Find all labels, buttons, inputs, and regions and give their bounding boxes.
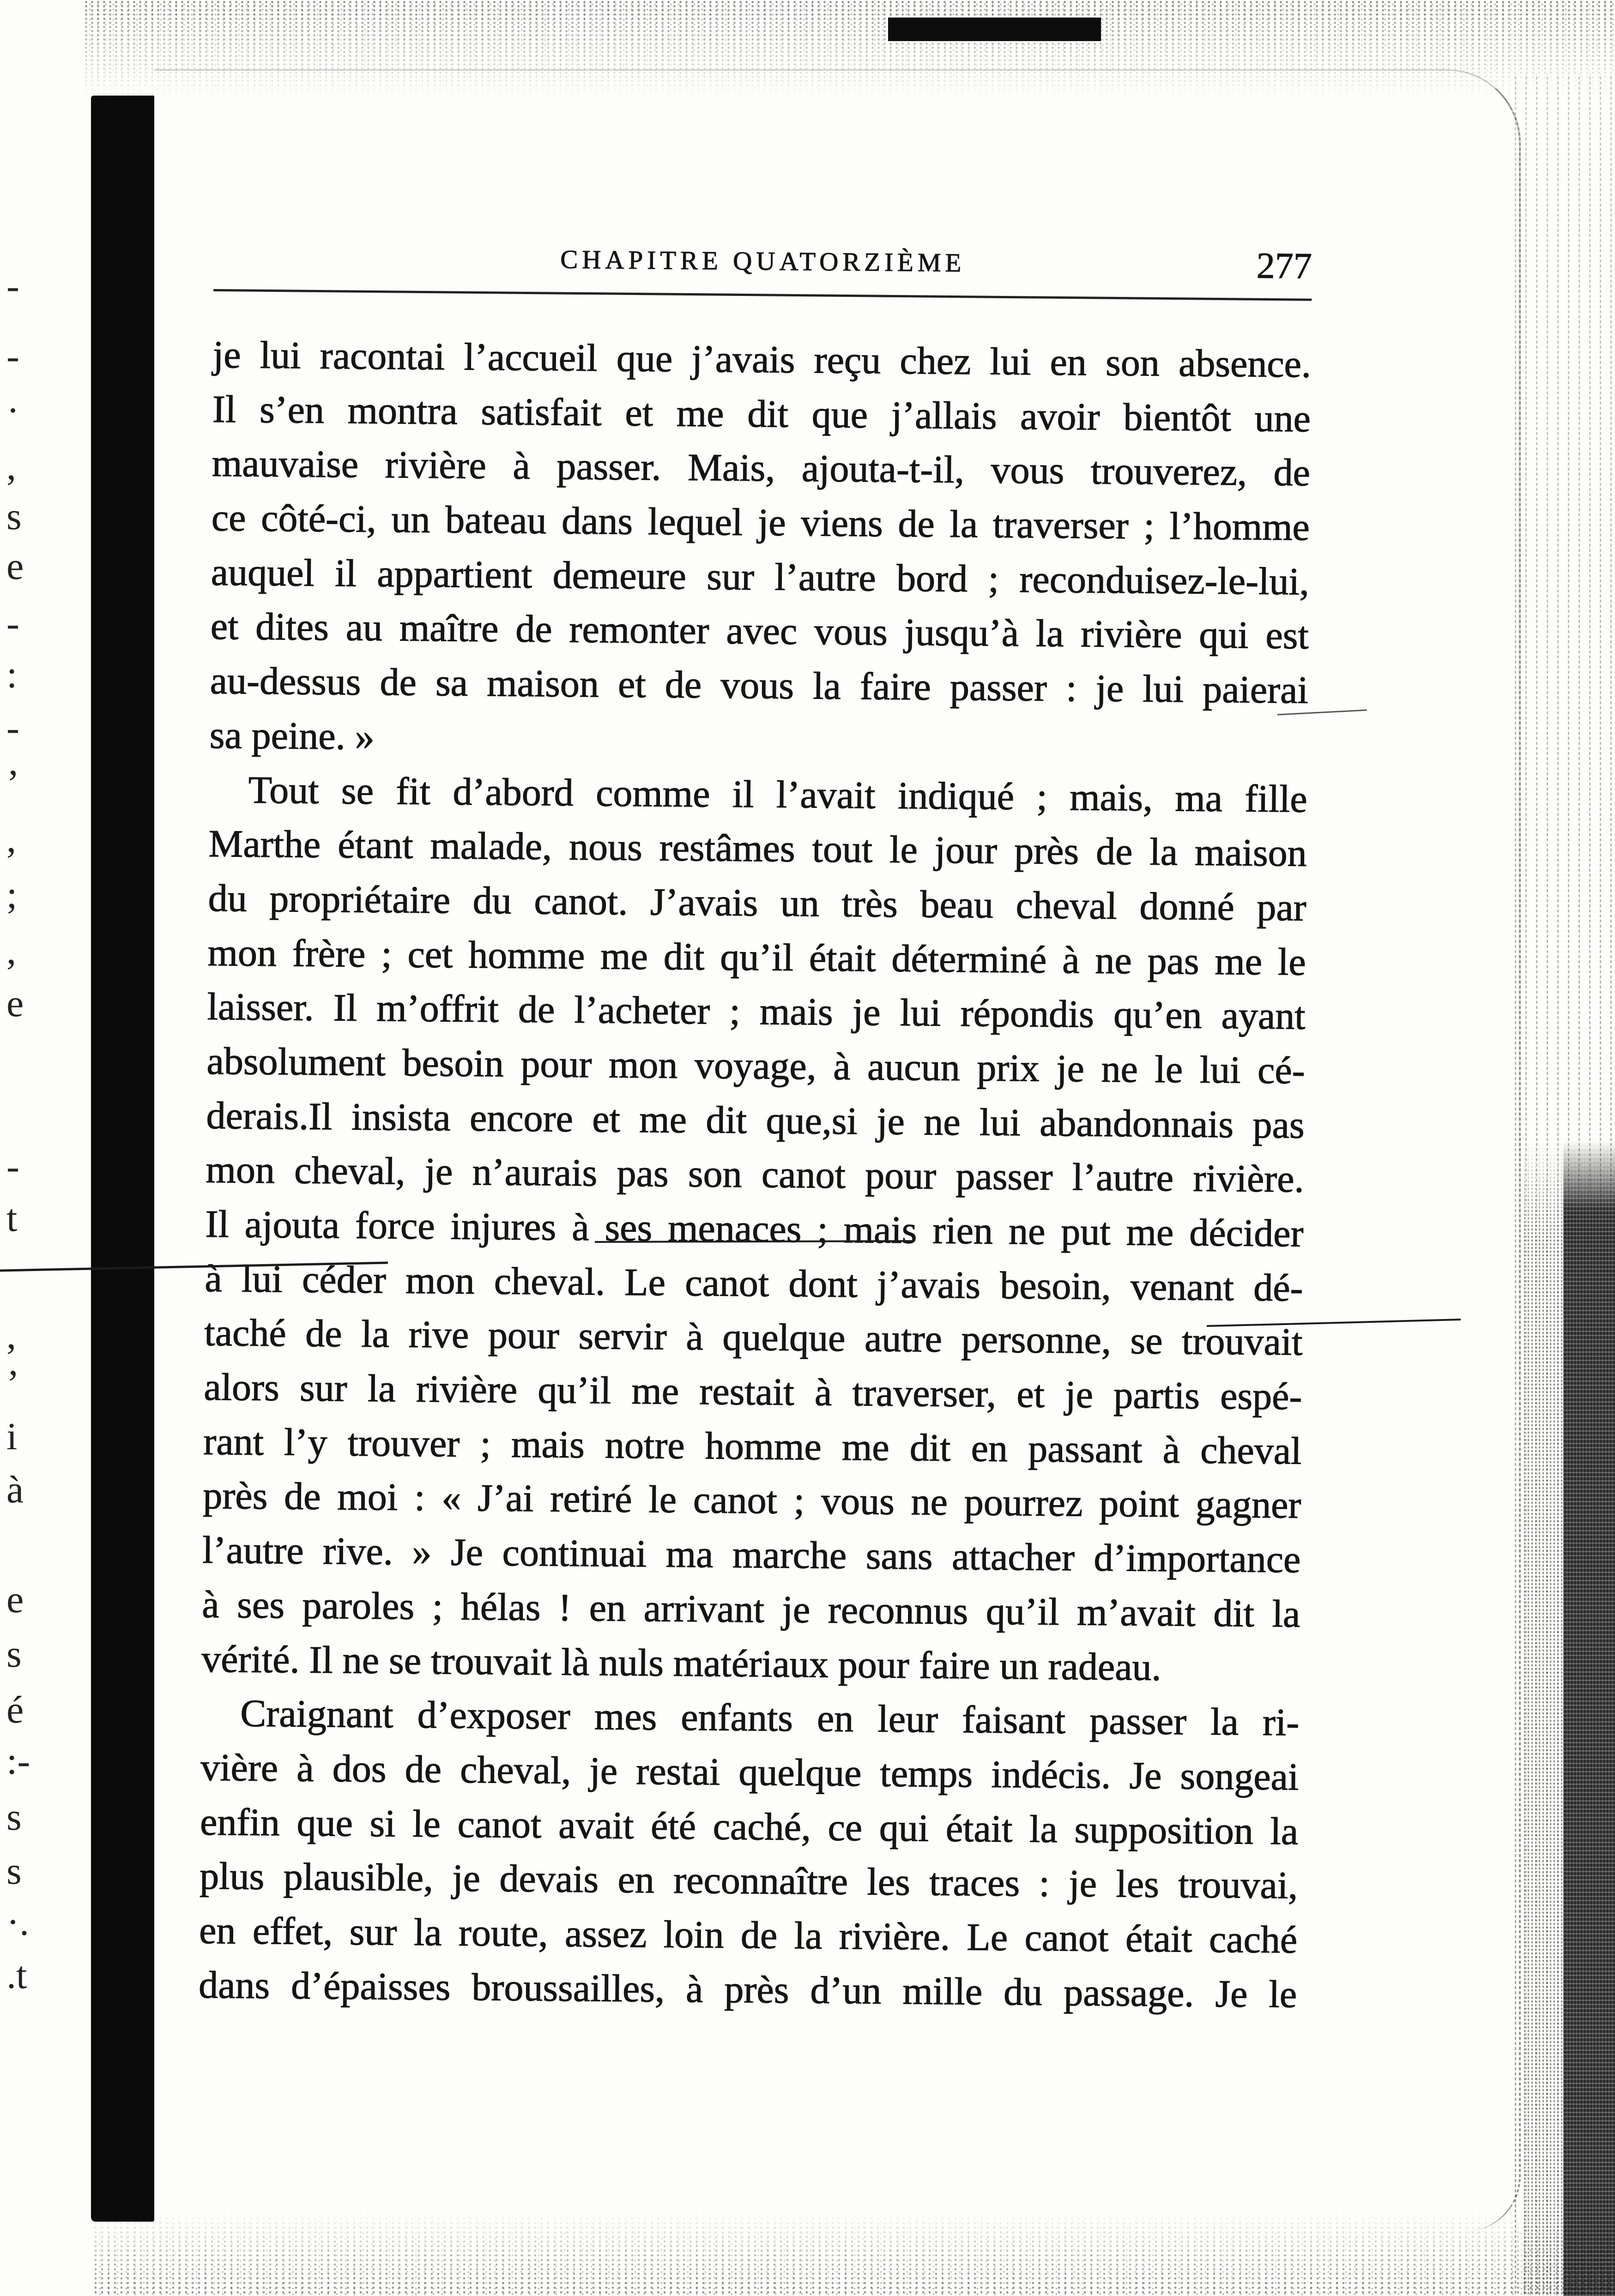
text-line: mon cheval, je n’aurais pas son canot pour passer l’autre rivière. xyxy=(206,1148,1304,1201)
text-line: mauvaise rivière à passer. Mais, ajouta-t-il, vous trouverez, de xyxy=(212,442,1311,495)
text-line: près de moi : « J’ai retiré le canot ; vous ne pourrez point gagner xyxy=(203,1474,1301,1527)
text-line: taché de la rive pour servir à quelque autre personne, se trouvait xyxy=(204,1311,1303,1364)
text-line: Marthe étant malade, nous restâmes tout le jour près de la maison xyxy=(208,822,1307,875)
paragraph xyxy=(199,1686,1300,2022)
text-line: enfin que si le canot avait été caché, ce qui était la supposition la xyxy=(200,1800,1299,1853)
text-line: derais.Il insista encore et me dit que,si je ne lui abandonnais pas xyxy=(206,1094,1305,1147)
adjacent-page-fragment: .t xyxy=(6,1954,27,1997)
text-line: et dites au maître de remonter avec vous jusqu’à la rivière qui est xyxy=(210,605,1309,658)
text-line: Il s’en montra satisfait et me dit que j’allais avoir bientôt une xyxy=(212,387,1311,440)
text-line: à ses paroles ; hélas ! en arrivant je reconnus qu’il m’avait dit la xyxy=(201,1583,1300,1636)
adjacent-page-fragment: :- xyxy=(6,1740,30,1783)
adjacent-page-fragment: ·. xyxy=(6,1901,29,1944)
text-line: plus plausible, je devais en reconnaître les traces : je les trouvai, xyxy=(199,1855,1298,1907)
adjacent-page-fragment: ; xyxy=(6,874,18,916)
text-line: absolument besoin pour mon voyage, à aucun prix je ne le lui cé- xyxy=(206,1039,1305,1092)
text-line: je lui racontai l’accueil que j’avais reçu chez lui en son absence. xyxy=(212,333,1312,386)
adjacent-page-fragment: t xyxy=(6,1197,18,1240)
text-line: alors sur la rivière qu’il me restait à traverser, et je partis espé- xyxy=(204,1365,1302,1418)
adjacent-page-fragment: s xyxy=(6,1633,22,1675)
binding-shadow-bar xyxy=(91,96,154,2222)
adjacent-page-fragment: s xyxy=(6,1850,22,1892)
page-number: 277 xyxy=(1256,245,1313,287)
text-line: sa peine. » xyxy=(209,713,375,758)
text-line: l’autre rive. » Je continuai ma marche sans attacher d’importance xyxy=(202,1529,1301,1581)
adjacent-page-fragment: , xyxy=(6,445,16,488)
adjacent-page-fragment: ’ xyxy=(6,762,19,805)
text-line: vière à dos de cheval, je restai quelque temps indécis. Je songeai xyxy=(200,1746,1299,1799)
text-line: Il ajouta force injures à ses menaces ; mais rien ne put me décider xyxy=(205,1202,1304,1255)
adjacent-page-fragment: s xyxy=(6,1796,22,1838)
adjacent-page-fragment: s xyxy=(6,495,22,538)
book-page-text-block xyxy=(198,222,1312,2032)
adjacent-page-fragment: · xyxy=(6,389,19,432)
adjacent-page-fragment: e xyxy=(6,982,24,1025)
text-line: en effet, sur la route, assez loin de la rivière. Le canot était caché xyxy=(199,1909,1298,1962)
text-line: à lui céder mon cheval. Le canot dont j’avais besoin, venant dé- xyxy=(205,1257,1303,1310)
adjacent-page-fragment: ’ xyxy=(6,1362,19,1405)
adjacent-page-fragment: - xyxy=(6,602,19,645)
paragraph xyxy=(201,762,1307,1695)
text-line: rant l’y trouver ; mais notre homme me dit en passant à cheval xyxy=(203,1420,1302,1473)
text-line: dans d’épaisses broussailles, à près d’un mille du passage. Je le xyxy=(198,1963,1297,2016)
text-line: Craignant d’exposer mes enfants en leur faisant passer la ri- xyxy=(240,1692,1300,1744)
adjacent-page-fragment: e xyxy=(6,1578,24,1621)
scan-right-edge-noise-dark xyxy=(1563,1140,1615,2296)
adjacent-page-fragment: i xyxy=(6,1415,18,1458)
adjacent-page-fragment: , xyxy=(6,1314,16,1357)
scan-right-edge-noise-mid xyxy=(1524,1140,1563,2296)
page-header xyxy=(213,233,1312,290)
text-line: du propriétaire du canot. J’avais un très beau cheval donné par xyxy=(208,876,1307,929)
running-head: CHAPITRE QUATORZIÈME xyxy=(560,245,966,278)
adjacent-page-fragment: - xyxy=(6,1145,19,1188)
adjacent-page-fragment: - xyxy=(6,706,19,749)
adjacent-page-fragment: é xyxy=(6,1688,24,1731)
header-rule xyxy=(213,289,1312,301)
scan-bottom-edge-noise xyxy=(92,2212,1615,2296)
adjacent-page-fragment: e xyxy=(6,545,24,588)
text-line: mon frère ; cet homme me dit qu’il était déterminé à ne pas me le xyxy=(207,931,1307,984)
paragraph xyxy=(209,328,1311,772)
text-line: vérité. Il ne se trouvait là nuls matériaux pour faire un radeau. xyxy=(201,1637,1161,1689)
text-line: ce côté-ci, un bateau dans lequel je viens de la traverser ; l’homme xyxy=(211,496,1310,549)
adjacent-page-fragment: , xyxy=(6,929,16,972)
text-line: Tout se fit d’abord comme il l’avait indiqué ; mais, ma fille xyxy=(248,768,1308,821)
adjacent-page-fragment: - xyxy=(6,265,19,307)
body-text xyxy=(199,328,1312,2022)
adjacent-page-fragment: , xyxy=(6,818,16,861)
text-line: laisser. Il m’offrit de l’acheter ; mais je lui répondis qu’en ayant xyxy=(207,985,1306,1038)
adjacent-page-fragment: : xyxy=(6,653,18,696)
text-line: au-dessus de sa maison et de vous la faire passer : je lui paierai xyxy=(210,659,1309,712)
text-line: auquel il appartient demeure sur l’autre bord ; reconduisez-le-lui, xyxy=(211,550,1310,603)
scan-black-tab xyxy=(888,18,1101,41)
adjacent-page-fragment: - xyxy=(6,335,19,378)
adjacent-page-fragment: à xyxy=(6,1468,24,1511)
